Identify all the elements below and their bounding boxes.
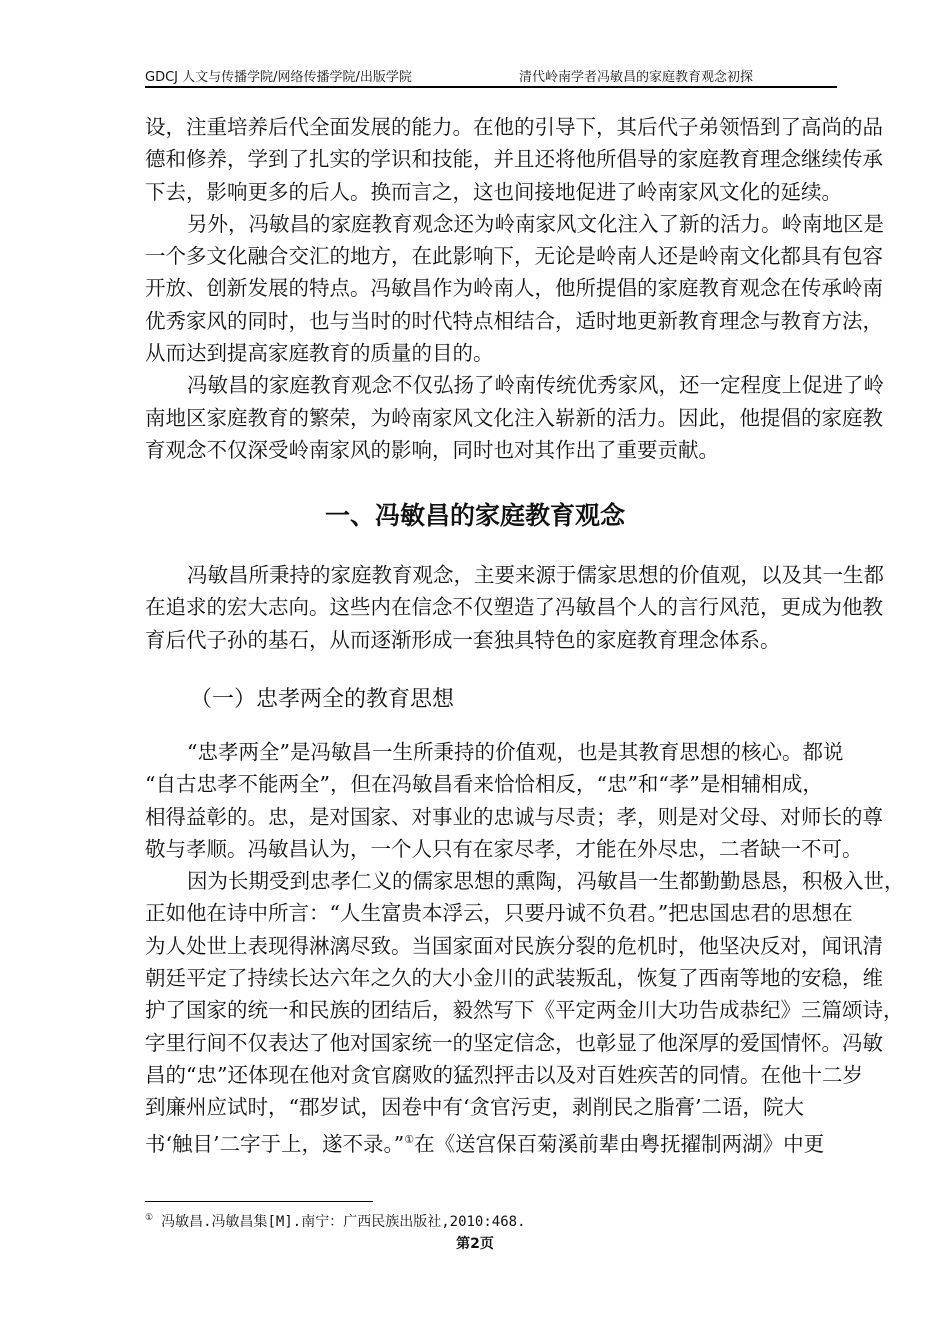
text-line: 昌的“忠”还体现在他对贪官腐败的猛烈抨击以及对百姓疾苦的同情。在他十二岁 bbox=[145, 1062, 863, 1087]
page-number: 第2页 bbox=[456, 1236, 494, 1252]
text-line: “忠孝两全”是冯敏昌一生所秉持的价值观，也是其教育思想的核心。都说 bbox=[187, 740, 844, 764]
text-line: 育后代子孙的基石，从而逐渐形成一套独具特色的家庭教育理念体系。 bbox=[145, 627, 781, 652]
footnote-rule bbox=[145, 1201, 373, 1202]
footnote-ref[interactable]: ① bbox=[404, 1133, 415, 1146]
text-line: 冯敏昌所秉持的家庭教育观念，主要来源于儒家思想的价值观，以及其一生都 bbox=[187, 563, 884, 587]
text-line: “自古忠孝不能两全”，但在冯敏昌看来恰恰相反，“忠”和“孝”是相辅相成， bbox=[145, 772, 823, 797]
section-heading: 一、冯敏昌的家庭教育观念 bbox=[324, 501, 625, 530]
subsection-heading: （一）忠孝两全的教育思想 bbox=[190, 687, 455, 712]
text-line: 正如他在诗中所言：“人生富贵本浮云，只要丹诚不负君。”把忠国忠君的思想在 bbox=[145, 901, 853, 926]
text-line: 另外，冯敏昌的家庭教育观念还为岭南家风文化注入了新的活力。岭南地区是 bbox=[187, 211, 884, 236]
footnote bbox=[145, 1211, 526, 1231]
header-right: 清代岭南学者冯敏昌的家庭教育观念初探 bbox=[519, 70, 754, 85]
text-line: 下去，影响更多的后人。换而言之，这也间接地促进了岭南家风文化的延续。 bbox=[145, 179, 842, 204]
body-text-block-1 bbox=[145, 111, 884, 466]
body-text-block-3 bbox=[145, 736, 905, 1124]
text-after-note: 在《送宫保百菊溪前辈由粤抚擢制两湖》中更 bbox=[414, 1131, 825, 1156]
footnote-text: 冯敏昌.冯敏昌集[M].南宁：广西民族出版社,2010:468. bbox=[161, 1214, 526, 1230]
text-line: 护了国家的统一和民族的团结后，毅然写下《平定两金川大功告成恭纪》三篇颂诗， bbox=[145, 998, 904, 1023]
text-line: 在追求的宏大志向。这些内在信念不仅塑造了冯敏昌个人的言行风范，更成为他教 bbox=[145, 595, 883, 620]
text-line: 优秀家风的同时，也与当时的时代特点相结合，适时地更新教育理念与教育方法， bbox=[145, 308, 883, 333]
body-last-line bbox=[145, 1124, 840, 1156]
text-before-note: 书‘触目’二字于上，遂不录。” bbox=[145, 1131, 405, 1156]
header-rule bbox=[145, 86, 837, 88]
text-line: 开放、创新发展的特点。冯敏昌作为岭南人，他所提倡的家庭教育观念在传承岭南 bbox=[145, 276, 883, 301]
header-left: GDCJ 人文与传播学院/网络传播学院/出版学院 bbox=[145, 70, 412, 85]
text-line: 冯敏昌的家庭教育观念不仅弘扬了岭南传统优秀家风，还一定程度上促进了岭 bbox=[187, 373, 884, 398]
text-line: 育观念不仅深受岭南家风的影响，同时也对其作出了重要贡献。 bbox=[145, 437, 719, 462]
text-line: 德和修养，学到了扎实的学识和技能，并且还将他所倡导的家庭教育理念继续传承 bbox=[145, 147, 883, 172]
text-line: 朝廷平定了持续长达六年之久的大小金川的武装叛乱，恢复了西南等地的安稳，维 bbox=[145, 966, 883, 991]
body-text-block-2 bbox=[145, 559, 884, 656]
text-line: 一个多文化融合交汇的地方，在此影响下，无论是岭南人还是岭南文化都具有包容 bbox=[145, 244, 883, 269]
text-line: 敬与孝顺。冯敏昌认为，一个人只有在家尽孝，才能在外尽忠，二者缺一不可。 bbox=[145, 836, 863, 861]
running-header bbox=[145, 66, 837, 86]
text-line: 南地区家庭教育的繁荣，为岭南家风文化注入崭新的活力。因此，他提倡的家庭教 bbox=[145, 405, 883, 430]
text-line: 为人处世上表现得淋漓尽致。当国家面对民族分裂的危机时，他坚决反对，闻讯清 bbox=[145, 933, 883, 958]
text-line: 因为长期受到忠孝仁义的儒家思想的熏陶，冯敏昌一生都勤勤恳恳，积极入世， bbox=[187, 869, 905, 894]
text-line: 相得益彰的。忠，是对国家、对事业的忠诚与尽责；孝，则是对父母、对师长的尊 bbox=[145, 804, 883, 829]
text-line: 从而达到提高家庭教育的质量的目的。 bbox=[145, 341, 494, 366]
text-line: 到廉州应试时，“郡岁试，因卷中有‘贪官污吏，剥削民之脂膏’二语，院大 bbox=[145, 1095, 805, 1120]
text-line: 字里行间不仅表达了他对国家统一的坚定信念，也彰显了他深厚的爱国情怀。冯敏 bbox=[145, 1030, 883, 1055]
text-line: 设，注重培养后代全面发展的能力。在他的引导下，其后代子弟领悟到了高尚的品 bbox=[145, 115, 883, 139]
footnote-marker: ① bbox=[145, 1213, 154, 1224]
